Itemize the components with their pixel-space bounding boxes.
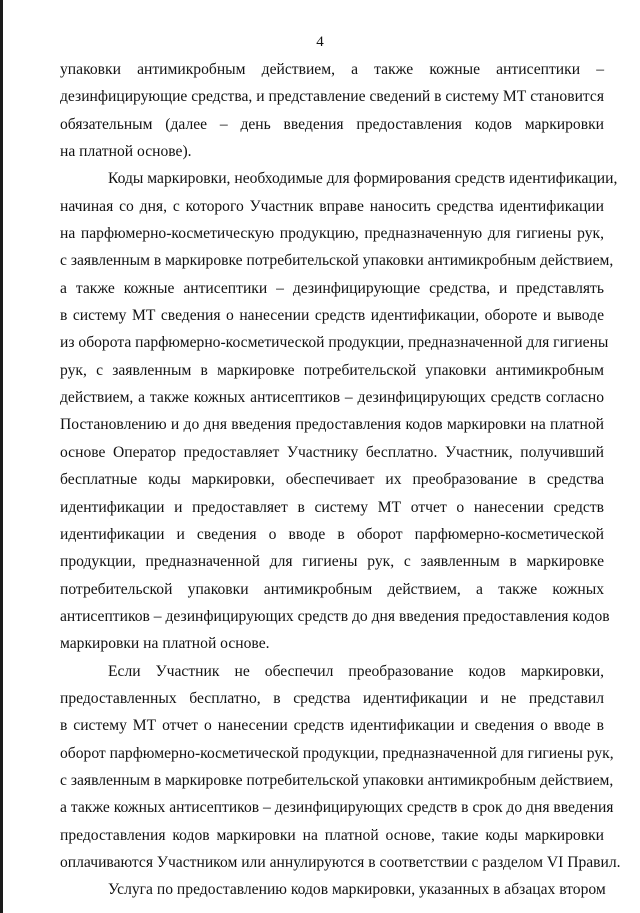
scan-left-edge [0, 0, 3, 913]
text-line: а также кожные антисептики – дезинфицирующие средства, и представлять [60, 279, 604, 297]
text-line: бесплатные коды маркировки, обеспечивает их преобразование в средства [60, 471, 604, 489]
text-line: обязательным (далее – день введения предоставления кодов маркировки [60, 115, 604, 133]
text-line: а также кожных антисептиков – дезинфицирующих средств в срок до дня введения [60, 799, 614, 817]
body-text [60, 56, 621, 904]
text-line: идентификации и сведения о вводе в оборот парфюмерно-косметической [60, 525, 604, 543]
text-line: на платной основе). [60, 143, 192, 161]
text-line: антисептиков – дезинфицирующих средств до дня введения предоставления кодов [60, 607, 610, 625]
text-line: действием, а также кожных антисептиков – дезинфицирующих средств согласно [60, 389, 604, 407]
text-line: на парфюмерно-косметическую продукцию, предназначенную для гигиены рук, [60, 225, 604, 243]
page-number: 4 [316, 34, 324, 50]
text-line: Постановлению и до дня введения предоставления кодов маркировки на платной [60, 416, 604, 434]
text-line: в систему МТ отчет о нанесении средств идентификации и сведения о вводе в [60, 717, 604, 735]
text-line: с заявленным в маркировке потребительской упаковки антимикробным действием, [60, 771, 614, 789]
text-line: упаковки антимикробным действием, а также кожные антисептики – [60, 61, 604, 78]
text-line: из оборота парфюмерно-косметической продукции, предназначенной для гигиены [60, 334, 609, 352]
text-line: Если Участник не обеспечил преобразование кодов маркировки, [108, 662, 604, 680]
text-line: оборот парфюмерно-косметической продукции, предназначенной для гигиены рук, [60, 744, 614, 762]
text-line: маркировки на платной основе. [60, 635, 270, 653]
text-line: с заявленным в маркировке потребительской упаковки антимикробным действием, [60, 252, 614, 270]
text-line: Услуга по предоставлению кодов маркировки, указанных в абзацах втором [108, 881, 606, 899]
text-line: основе Оператор предоставляет Участнику бесплатно. Участник, получивший [60, 443, 604, 461]
text-line: предоставления кодов маркировки на платной основе, такие коды маркировки [60, 826, 604, 844]
text-line: продукции, предназначенной для гигиены рук, с заявленным в маркировке [60, 553, 604, 571]
text-line: в систему МТ сведения о нанесении средств идентификации, обороте и выводе [60, 307, 604, 325]
text-line: потребительской упаковки антимикробным действием, а также кожных [60, 580, 604, 598]
text-line: дезинфицирующие средства, и представление сведений в систему МТ становится [60, 88, 605, 106]
text-line: Коды маркировки, необходимые для формирования средств идентификации, [108, 170, 618, 188]
text-line: начиная со дня, с которого Участник вправе наносить средства идентификации [60, 197, 604, 215]
text-line: рук, с заявленным в маркировке потребительской упаковки антимикробным [60, 361, 604, 379]
text-line: идентификации и предоставляет в систему МТ отчет о нанесении средств [60, 498, 604, 516]
text-line: предоставленных бесплатно, в средства идентификации и не представил [60, 689, 604, 707]
text-line: оплачиваются Участником или аннулируются в соответствии с разделом VI Правил. [60, 853, 621, 871]
